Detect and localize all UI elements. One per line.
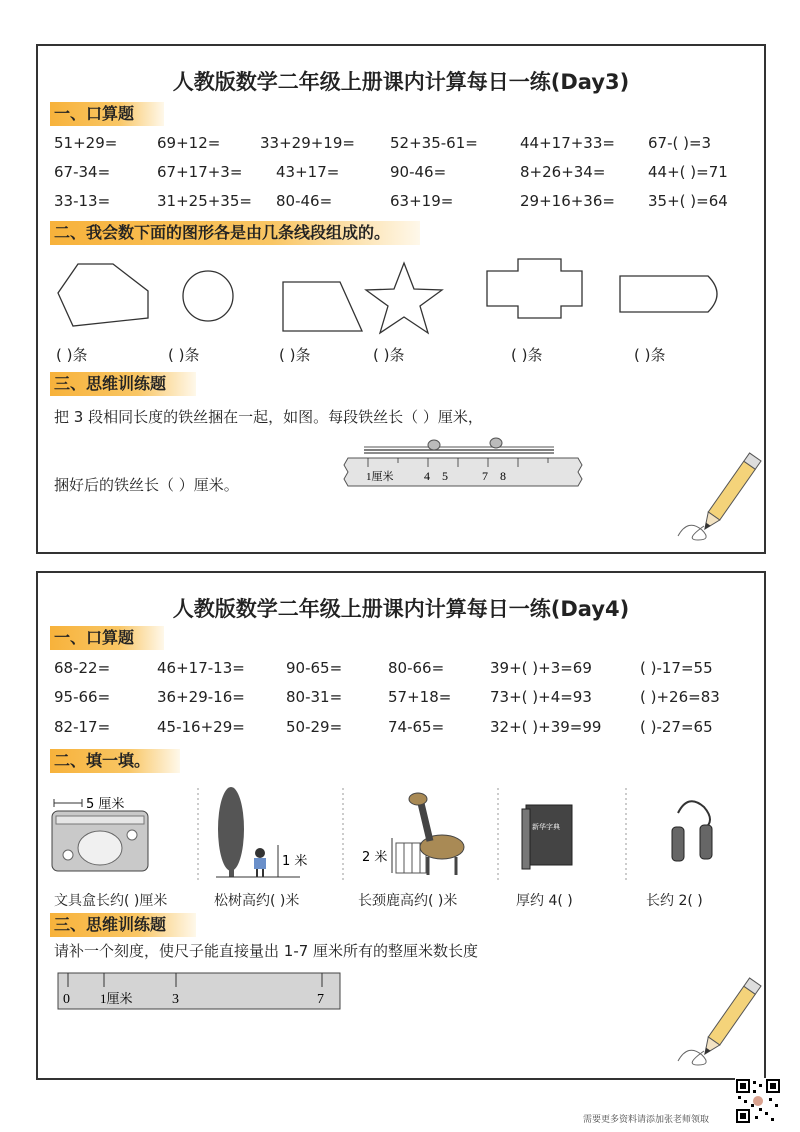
fence-height: 2 米 xyxy=(362,850,388,865)
problem: 57+18= xyxy=(388,688,452,706)
problem: 39+( )+3=69 xyxy=(490,659,592,677)
problem: 33+29+19= xyxy=(260,134,355,152)
ruler-mark-4: 4 xyxy=(424,469,430,483)
day4-section2-heading: 二、填一填。 xyxy=(50,749,180,773)
pencil-icon xyxy=(699,978,761,1058)
fill-pencil-box[interactable]: 文具盒长约( )厘米 xyxy=(54,893,168,909)
wire-ruler-illustration xyxy=(38,46,764,556)
problem: 82-17= xyxy=(54,718,111,736)
day3-title: 人教版数学二年级上册课内计算每日一练(Day3) xyxy=(172,70,630,94)
ruler-mark-8: 8 xyxy=(500,469,506,483)
shape-answer-6[interactable]: ( )条 xyxy=(634,346,666,364)
problem: 44+17+33= xyxy=(520,134,615,152)
fill-giraffe[interactable]: 长颈鹿高约( )米 xyxy=(358,893,458,909)
day3-problem-line1: 把 3 段相同长度的铁丝捆在一起，如图。每段铁丝长（ ）厘米， xyxy=(54,408,483,426)
problem: 80-66= xyxy=(388,659,445,677)
day4-problem: 请补一个刻度，使尺子能直接量出 1-7 厘米所有的整厘米数长度 xyxy=(54,942,479,960)
problem: 32+( )+39=99 xyxy=(490,718,602,736)
qr-code-icon[interactable] xyxy=(735,1078,781,1124)
problem: 51+29= xyxy=(54,134,118,152)
problem: ( )-17=55 xyxy=(640,659,713,677)
problem: 90-46= xyxy=(390,163,447,181)
problem: 45-16+29= xyxy=(157,718,245,736)
problem: 69+12= xyxy=(157,134,221,152)
shape-answer-5[interactable]: ( )条 xyxy=(511,346,543,364)
problem: 36+29-16= xyxy=(157,688,245,706)
ruler-mark-7: 7 xyxy=(482,469,488,483)
problem: 67-34= xyxy=(54,163,111,181)
day3-card xyxy=(36,44,766,554)
problem: 80-31= xyxy=(286,688,343,706)
problem: 68-22= xyxy=(54,659,111,677)
ruler-mark-1cm: 1厘米 xyxy=(100,991,133,1006)
ruler-mark-5: 5 xyxy=(442,469,448,483)
day4-card xyxy=(36,571,766,1080)
problem: 35+( )=64 xyxy=(648,192,728,210)
day3-section1-heading: 一、口算题 xyxy=(50,102,164,126)
fill-rope[interactable]: 长约 2( ) xyxy=(646,893,703,909)
child-height: 1 米 xyxy=(282,854,308,869)
day4-section3-heading: 三、思维训练题 xyxy=(50,913,196,937)
pencil-icon xyxy=(699,453,761,533)
problem: 52+35-61= xyxy=(390,134,478,152)
problem: 44+( )=71 xyxy=(648,163,728,181)
problem: 74-65= xyxy=(388,718,445,736)
pencil-box-length: 5 厘米 xyxy=(86,797,125,812)
problem: 73+( )+4=93 xyxy=(490,688,592,706)
day4-title: 人教版数学二年级上册课内计算每日一练(Day4) xyxy=(172,597,630,621)
day3-section3-heading: 三、思维训练题 xyxy=(50,372,196,396)
day4-section1-heading: 一、口算题 xyxy=(50,626,164,650)
problem: 29+16+36= xyxy=(520,192,615,210)
fill-book[interactable]: 厚约 4( ) xyxy=(516,893,573,909)
problem: 8+26+34= xyxy=(520,163,606,181)
problem: 43+17= xyxy=(276,163,340,181)
ruler-mark-0: 0 xyxy=(63,992,70,1007)
shape-answer-3[interactable]: ( )条 xyxy=(279,346,311,364)
problem: 67+17+3= xyxy=(157,163,243,181)
shape-answer-1[interactable]: ( )条 xyxy=(56,346,88,364)
day3-section2-heading: 二、我会数下面的图形各是由几条线段组成的。 xyxy=(50,221,420,245)
shape-answer-4[interactable]: ( )条 xyxy=(373,346,405,364)
problem: 95-66= xyxy=(54,688,111,706)
ruler-mark-3: 3 xyxy=(172,992,179,1007)
ruler-mark-1: 1厘米 xyxy=(366,471,394,483)
problem: 67-( )=3 xyxy=(648,134,712,152)
fill-tree[interactable]: 松树高约( )米 xyxy=(214,893,300,909)
day4-ruler xyxy=(38,573,764,1082)
problem: 80-46= xyxy=(276,192,333,210)
shape-answer-2[interactable]: ( )条 xyxy=(168,346,200,364)
problem: 31+25+35= xyxy=(157,192,252,210)
problem: 63+19= xyxy=(390,192,454,210)
problem: ( )+26=83 xyxy=(640,688,720,706)
problem: 33-13= xyxy=(54,192,111,210)
book-title: 新华字典 xyxy=(532,823,560,831)
problem: 50-29= xyxy=(286,718,343,736)
ruler-mark-7: 7 xyxy=(317,992,324,1007)
problem: 90-65= xyxy=(286,659,343,677)
day3-problem-line2: 捆好后的铁丝长（ ）厘米。 xyxy=(54,476,239,494)
footer-note: 需要更多资料请添加张老师领取 xyxy=(583,1115,710,1125)
problem: ( )-27=65 xyxy=(640,718,713,736)
problem: 46+17-13= xyxy=(157,659,245,677)
